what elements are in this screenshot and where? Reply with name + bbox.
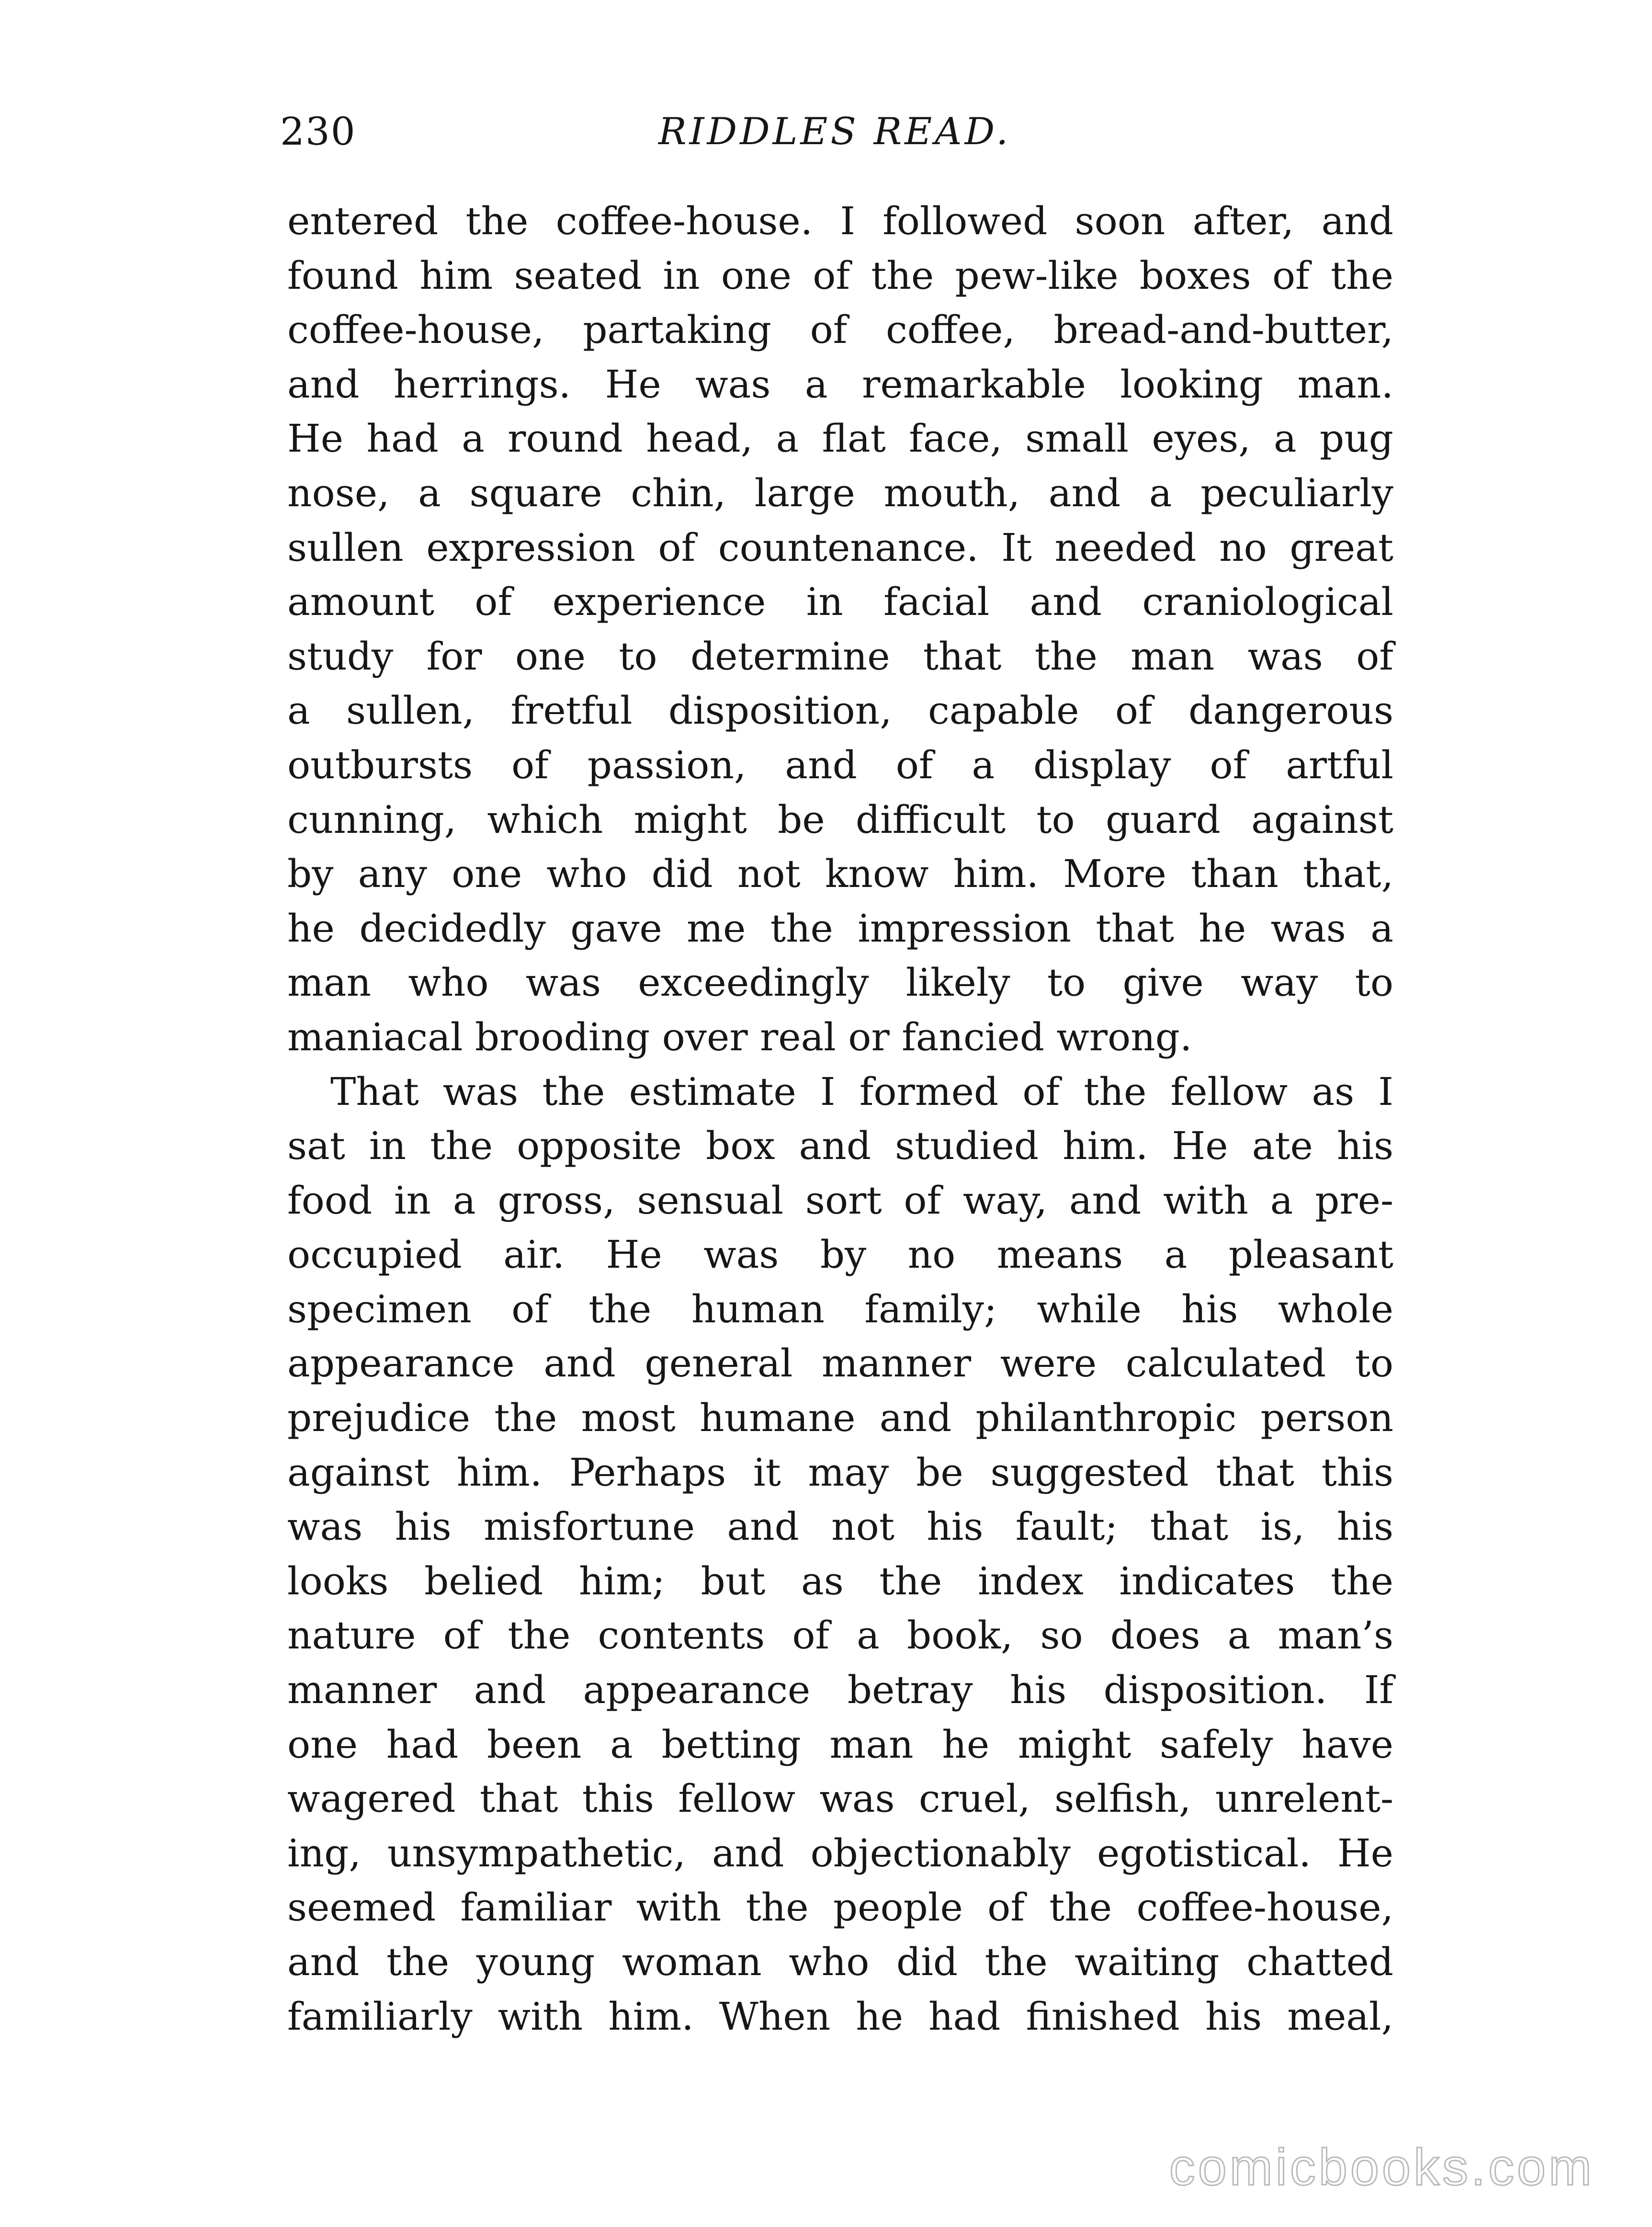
text-line: outbursts of passion, and of a display of artful xyxy=(287,742,1393,787)
text-line: he decidedly gave me the impression that he was a xyxy=(287,906,1393,951)
text-line: nose, a square chin, large mouth, and a peculiarly xyxy=(287,470,1393,515)
text-line: food in a gross, sensual sort of way, and with a pre- xyxy=(287,1178,1393,1223)
body-text xyxy=(287,194,1393,2044)
text-line: sat in the opposite box and studied him. He ate his xyxy=(287,1124,1393,1169)
text-line: by any one who did not know him. More than that, xyxy=(287,852,1393,897)
paragraph-2 xyxy=(287,1065,1393,2044)
page-number: 230 xyxy=(280,109,356,154)
text-line: familiarly with him. When he had finished his meal, xyxy=(287,1994,1393,2039)
text-line: and the young woman who did the waiting chatted xyxy=(287,1940,1393,1984)
text-line: coffee-house, partaking of coffee, bread-and-butter, xyxy=(287,307,1393,352)
text-line: man who was exceedingly likely to give way to xyxy=(287,960,1393,1005)
text-line: one had been a betting man he might safely have xyxy=(287,1722,1393,1767)
text-line: manner and appearance betray his disposition. If xyxy=(287,1668,1393,1713)
text-line: specimen of the human family; while his whole xyxy=(287,1286,1393,1331)
text-line: He had a round head, a flat face, small eyes, a pug xyxy=(287,416,1393,461)
text-line: nature of the contents of a book, so does a man’s xyxy=(287,1613,1393,1658)
text-line: seemed familiar with the people of the coffee-house, xyxy=(287,1885,1393,1930)
watermark: comicbooks.com xyxy=(1169,2138,1595,2196)
text-line: a sullen, fretful disposition, capable of dangerous xyxy=(287,688,1393,733)
text-line: ing, unsympathetic, and objectionably egotistical. He xyxy=(287,1830,1393,1875)
text-line: cunning, which might be difficult to guard against xyxy=(287,797,1393,842)
paragraph-1 xyxy=(287,194,1393,1065)
text-line: appearance and general manner were calculated to xyxy=(287,1341,1393,1386)
text-line: and herrings. He was a remarkable looking man. xyxy=(287,362,1393,407)
text-line: prejudice the most humane and philanthropic person xyxy=(287,1396,1393,1441)
text-line: sullen expression of countenance. It needed no great xyxy=(287,525,1393,570)
text-line: maniacal brooding over real or fancied wrong. xyxy=(287,1014,1192,1059)
text-line: amount of experience in facial and craniological xyxy=(287,579,1393,625)
text-line: found him seated in one of the pew-like boxes of the xyxy=(287,253,1393,298)
text-line: That was the estimate I formed of the fellow as I xyxy=(330,1069,1393,1114)
text-line: wagered that this fellow was cruel, selfish, unrelent- xyxy=(287,1776,1393,1821)
text-line: occupied air. He was by no means a pleasant xyxy=(287,1232,1393,1277)
text-line: against him. Perhaps it may be suggested that this xyxy=(287,1450,1393,1495)
running-head: RIDDLES READ. xyxy=(658,110,1011,153)
text-line: looks belied him; but as the index indicates the xyxy=(287,1558,1393,1603)
text-line: entered the coffee-house. I followed soon after, and xyxy=(287,199,1393,243)
text-line: was his misfortune and not his fault; that is, his xyxy=(287,1504,1393,1549)
text-line: study for one to determine that the man was of xyxy=(287,634,1393,679)
